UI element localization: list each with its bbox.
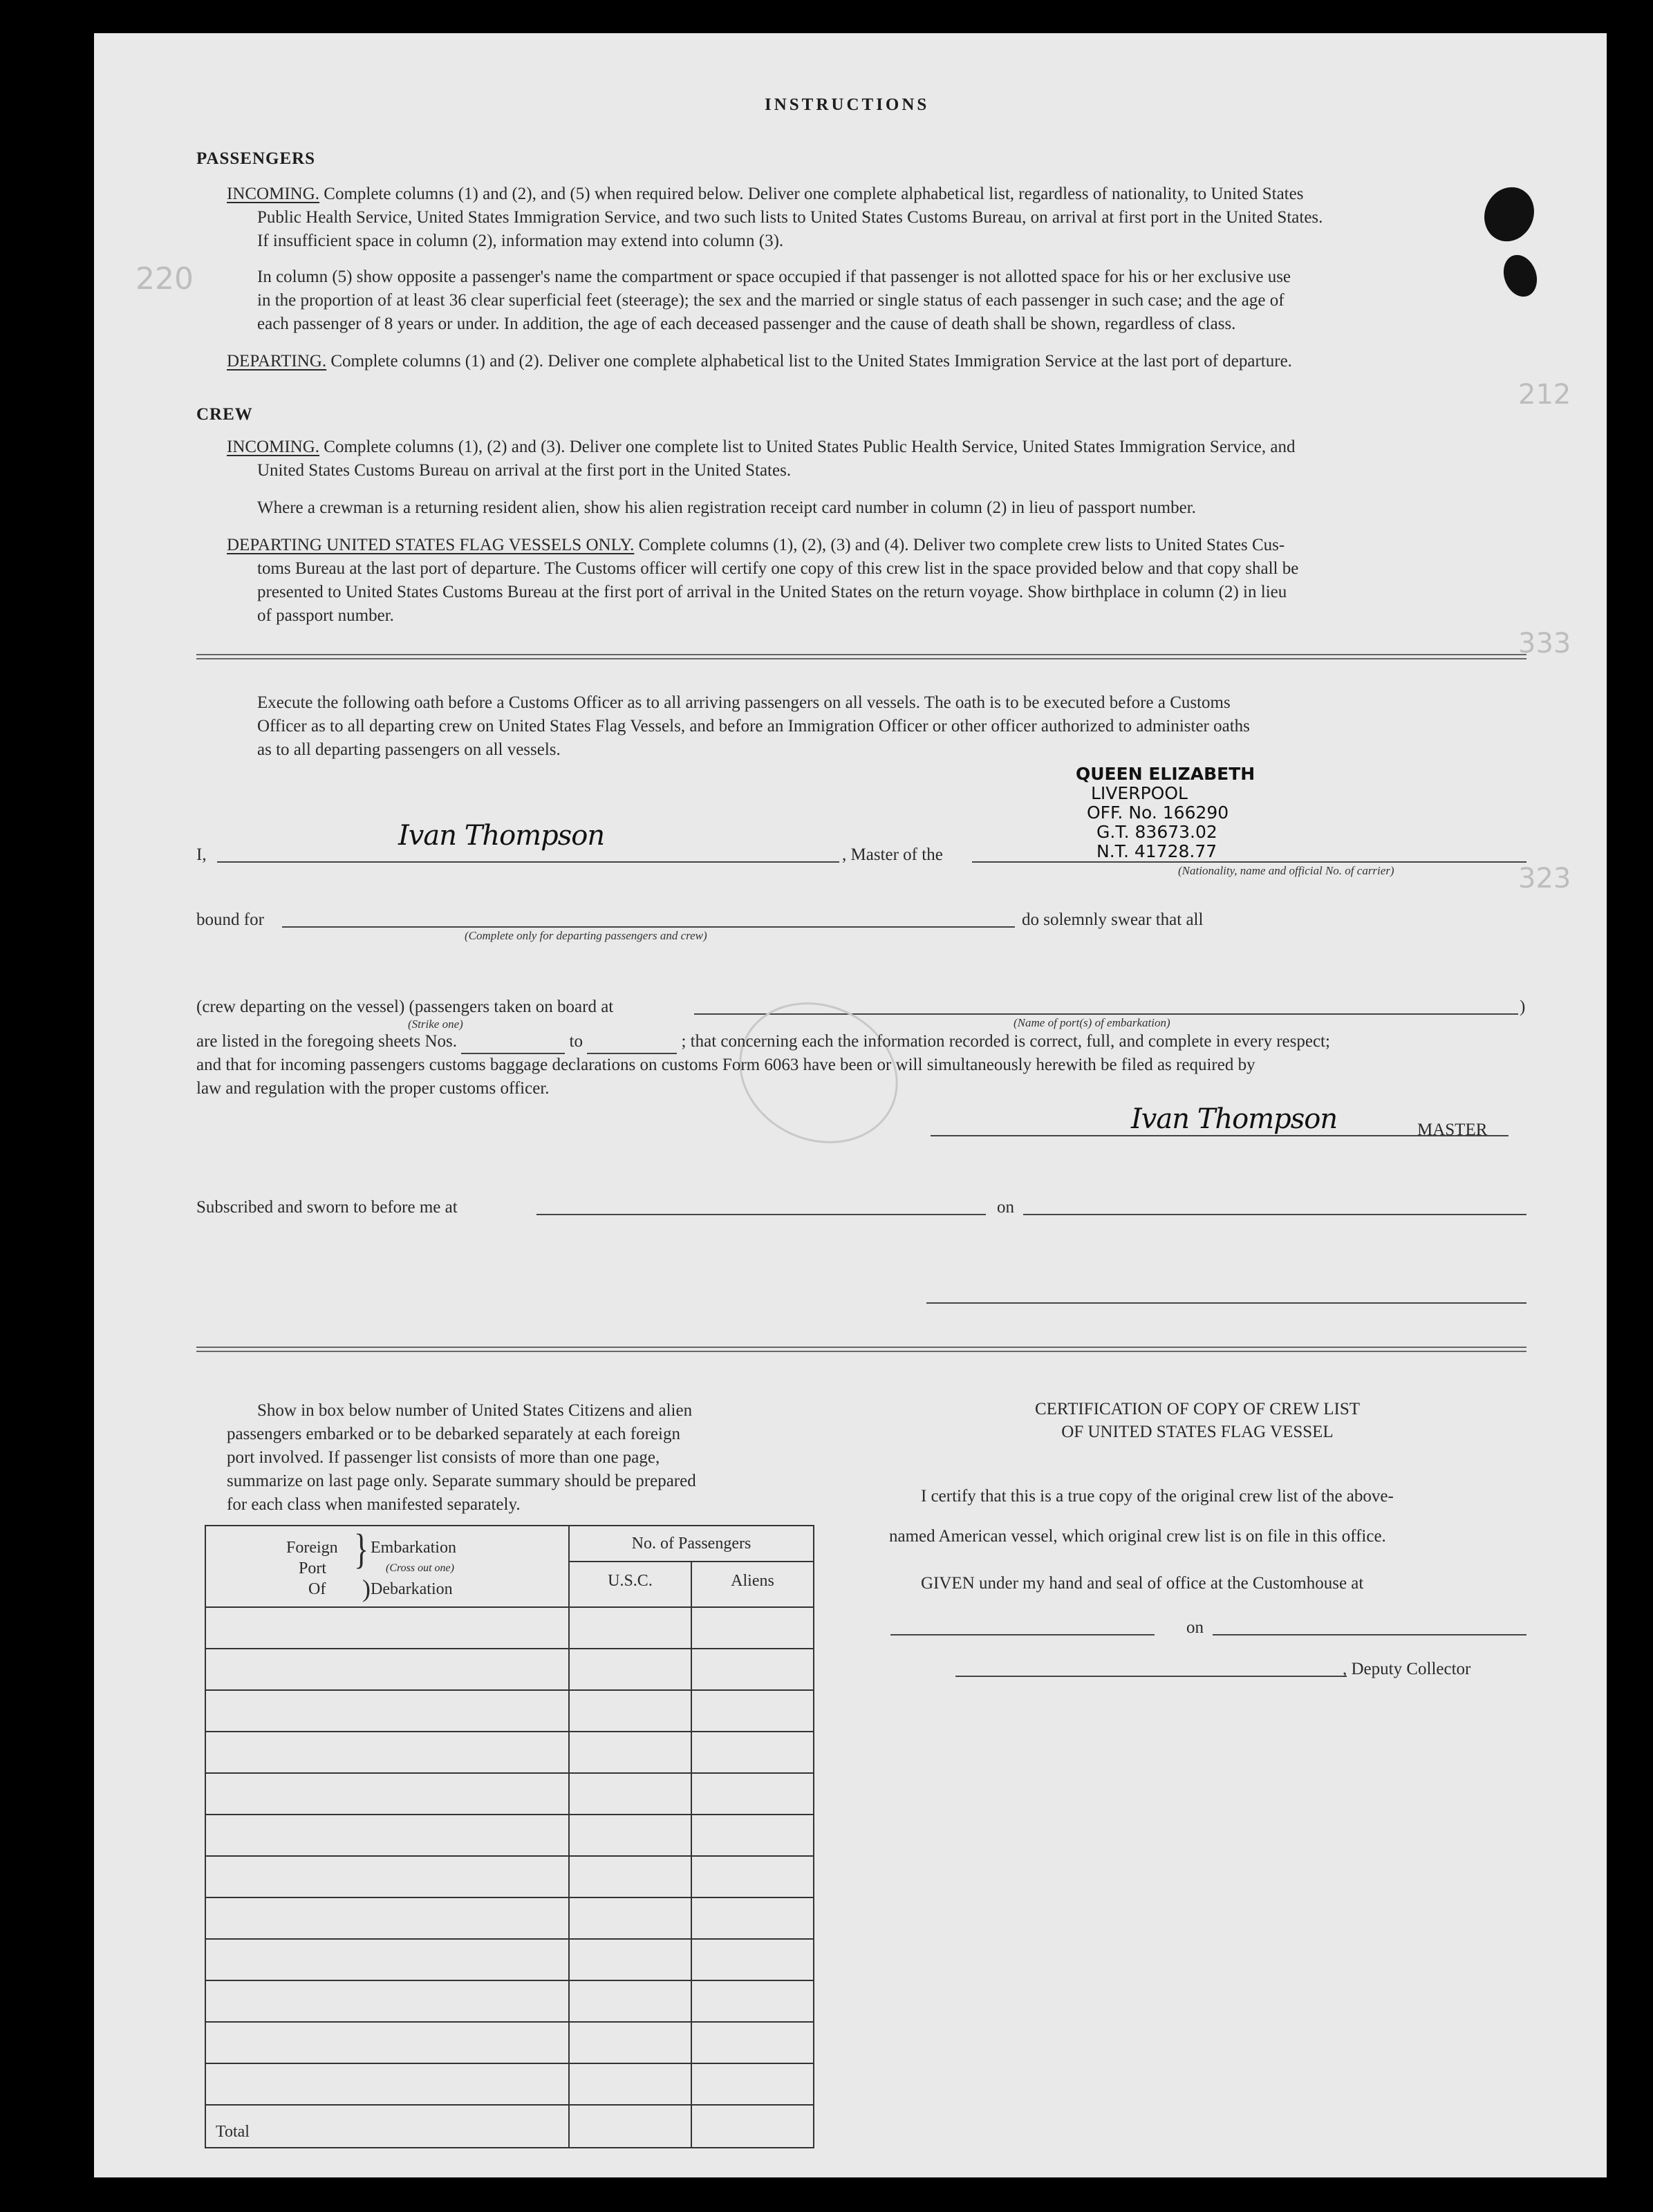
text-line: Complete columns (1) and (2), and (5) when required below. Deliver one complete alphabetical list, regardless of nationality, to United States	[324, 185, 1304, 203]
sworn-date-field[interactable]	[1023, 1214, 1526, 1215]
table-cell[interactable]	[205, 1607, 569, 1649]
text-line: OF UNITED STATES FLAG VESSEL	[1061, 1423, 1334, 1441]
table-cell[interactable]	[205, 1815, 569, 1856]
text-line: I certify that this is a true copy of the original crew list of the above-	[921, 1487, 1394, 1506]
master-label: MASTER	[1417, 1121, 1488, 1139]
officer-signature-field[interactable]	[926, 1302, 1526, 1304]
text-line: GIVEN under my hand and seal of office at the Customhouse at	[921, 1574, 1364, 1593]
master-signature: Ivan Thompson	[398, 820, 605, 852]
text-line: named American vessel, which original crew list is on file in this office.	[889, 1527, 1386, 1546]
customhouse-field[interactable]	[890, 1634, 1155, 1635]
text-line: Foreign	[286, 1539, 338, 1557]
table-cell[interactable]	[569, 1690, 691, 1732]
vessel-caption: (Nationality, name and official No. of carrier)	[1178, 864, 1394, 877]
table-cell[interactable]	[205, 1897, 569, 1939]
text-line: are listed in the foregoing sheets Nos.	[196, 1032, 457, 1051]
text-line: for each class when manifested separately.	[227, 1495, 521, 1514]
text-line: ; that concerning each the information recorded is correct, full, and complete in every respect;	[681, 1032, 1330, 1051]
certification-date-field[interactable]	[1213, 1634, 1526, 1635]
swear-text: do solemnly swear that all	[1022, 910, 1204, 929]
table-cell[interactable]	[205, 1649, 569, 1690]
table-cell[interactable]	[691, 1897, 814, 1939]
table-cell[interactable]	[205, 2022, 569, 2063]
bleed-through-number: 220	[136, 261, 194, 297]
text-line: Of	[308, 1580, 326, 1598]
table-cell[interactable]	[205, 1690, 569, 1732]
brace-glyph: }	[354, 1526, 369, 1573]
table-cell[interactable]	[691, 2063, 814, 2105]
text-line: Public Health Service, United States Immigration Service, and two such lists to United States Customs Bureau, on arrival at first port in the United States.	[257, 208, 1323, 227]
table-cell[interactable]	[691, 1607, 814, 1649]
text-line: to	[569, 1032, 583, 1051]
text-line: Show in box below number of United States Citizens and alien	[257, 1401, 693, 1420]
table-cell[interactable]	[691, 1649, 814, 1690]
stamp-line: G.T. 83673.02	[1096, 822, 1217, 842]
departing-label: DEPARTING.	[227, 352, 327, 371]
text-line: CERTIFICATION OF COPY OF CREW LIST	[1034, 1400, 1361, 1418]
table-cell[interactable]	[691, 1773, 814, 1815]
total-usc-cell[interactable]	[569, 2105, 691, 2148]
text-line: presented to United States Customs Bureau at the first port of arrival in the United States on the return voyage. Show birthplace in column (2) in lieu	[257, 583, 1287, 601]
table-cell[interactable]	[569, 1773, 691, 1815]
crew-incoming-paragraph	[227, 435, 1526, 458]
vessel-stamp	[1076, 765, 1276, 861]
table-cell[interactable]	[205, 1980, 569, 2022]
text-line: law and regulation with the proper customs officer.	[196, 1079, 550, 1098]
passengers-departing-paragraph	[227, 350, 1526, 373]
sheet-to-field[interactable]	[587, 1030, 677, 1054]
master-name-field[interactable]	[217, 861, 839, 863]
on-label: on	[997, 1198, 1014, 1217]
total-aliens-cell[interactable]	[691, 2105, 814, 2148]
text-line: port involved. If passenger list consists of more than one page,	[227, 1448, 660, 1467]
crew-departing-text: (crew departing on the vessel) (passengers taken on board at	[196, 997, 614, 1016]
strike-one-caption: (Strike one)	[408, 1018, 463, 1031]
text-line: Port	[299, 1559, 327, 1577]
aliens-header: Aliens	[691, 1562, 814, 1607]
bound-for-field[interactable]	[282, 926, 1015, 928]
bleed-through-mark: 323	[1518, 863, 1571, 894]
crew-departing-paragraph	[227, 534, 1526, 556]
close-paren: )	[1520, 997, 1526, 1016]
bound-for-label: bound for	[196, 910, 264, 929]
text-line: of passport number.	[257, 606, 394, 625]
text-line: Complete columns (1), (2) and (3). Deliver one complete list to United States Public Health Service, United States Immigration Service, and	[324, 438, 1296, 456]
table-cell[interactable]	[691, 1980, 814, 2022]
table-cell[interactable]	[569, 1732, 691, 1773]
text-line: toms Bureau at the last port of departure. The Customs officer will certify one copy of this crew list in the space provided below and that copy shall be	[257, 559, 1299, 578]
oath-i-label: I,	[196, 845, 207, 864]
bleed-through-mark: 212	[1518, 379, 1571, 411]
incoming-label: INCOMING.	[227, 185, 320, 203]
text-line: (Cross out one)	[386, 1562, 454, 1574]
table-cell[interactable]	[691, 1690, 814, 1732]
table-cell[interactable]	[205, 2063, 569, 2105]
text-line: in the proportion of at least 36 clear superficial feet (steerage); the sex and the married or single status of each passenger in such case; and the age of	[257, 291, 1285, 310]
text-line: summarize on last page only. Separate summary should be prepared	[227, 1472, 696, 1490]
listed-sheets-line	[196, 1030, 1526, 1054]
table-cell[interactable]	[569, 1980, 691, 2022]
departing-label: DEPARTING UNITED STATES FLAG VESSELS ONLY.	[227, 536, 635, 554]
master-signature: Ivan Thompson	[1131, 1103, 1338, 1135]
subscribed-label: Subscribed and sworn to before me at	[196, 1198, 458, 1217]
text-line: Complete columns (1) and (2). Deliver one complete alphabetical list to the United States Immigration Service at the last port of departure.	[330, 352, 1292, 371]
ink-blot	[1498, 250, 1542, 301]
stamp-line: OFF. No. 166290	[1087, 803, 1229, 823]
sworn-place-field[interactable]	[536, 1214, 986, 1215]
no-passengers-header: No. of Passengers	[569, 1526, 814, 1562]
certification-title	[990, 1398, 1405, 1443]
text-line: Debarkation	[371, 1580, 453, 1598]
stamp-line: N.T. 41728.77	[1096, 841, 1217, 861]
passengers-incoming-paragraph	[227, 182, 1526, 205]
brace-glyph: )	[362, 1575, 371, 1602]
master-of-label: , Master of the	[842, 845, 943, 864]
text-line: Embarkation	[371, 1539, 456, 1557]
sheet-from-field[interactable]	[461, 1030, 565, 1054]
text-line: passengers embarked or to be debarked separately at each foreign	[227, 1425, 680, 1443]
table-cell[interactable]	[691, 1856, 814, 1897]
ports-caption: (Name of port(s) of embarkation)	[1014, 1016, 1170, 1029]
text-line: and that for incoming passengers customs baggage declarations on customs Form 6063 have been or will simultaneously herewith be filed as required by	[196, 1056, 1255, 1074]
table-cell[interactable]	[569, 1607, 691, 1649]
page-title: INSTRUCTIONS	[765, 95, 930, 114]
table-cell[interactable]	[205, 1856, 569, 1897]
table-cell[interactable]	[691, 1939, 814, 1980]
section-heading-passengers: PASSENGERS	[196, 149, 316, 168]
bleed-through-mark: 333	[1518, 628, 1571, 659]
bound-for-caption: (Complete only for departing passengers and crew)	[465, 929, 707, 942]
table-cell[interactable]	[205, 1732, 569, 1773]
text-line: United States Customs Bureau on arrival at the first port in the United States.	[257, 461, 792, 480]
table-cell[interactable]	[569, 1856, 691, 1897]
table-cell[interactable]	[569, 2063, 691, 2105]
text-line: as to all departing passengers on all vessels.	[257, 740, 561, 759]
deputy-collector-field[interactable]	[955, 1676, 1347, 1677]
stamp-line: LIVERPOOL	[1091, 783, 1188, 803]
deputy-collector-label: , Deputy Collector	[1343, 1660, 1471, 1678]
incoming-label: INCOMING.	[227, 438, 320, 456]
document-page	[94, 33, 1607, 2177]
section-heading-crew: CREW	[196, 405, 253, 424]
on-label: on	[1186, 1618, 1204, 1637]
table-cell[interactable]	[205, 1773, 569, 1815]
table-cell[interactable]	[691, 1732, 814, 1773]
text-line: Execute the following oath before a Customs Officer as to all arriving passengers on all vessels. The oath is to be executed before a Customs	[257, 693, 1231, 712]
usc-header: U.S.C.	[569, 1562, 691, 1607]
table-cell[interactable]	[569, 1939, 691, 1980]
table-cell[interactable]	[569, 1897, 691, 1939]
text-line: each passenger of 8 years or under. In addition, the age of each deceased passenger and the cause of death shall be shown, regardless of class.	[257, 315, 1236, 333]
total-label: Total	[205, 2105, 569, 2148]
section-divider	[196, 654, 1526, 659]
table-cell[interactable]	[691, 2022, 814, 2063]
text-line: Complete columns (1), (2), (3) and (4). Deliver two complete crew lists to United States Cus-	[638, 536, 1285, 554]
table-cell[interactable]	[569, 2022, 691, 2063]
table-cell[interactable]	[691, 1815, 814, 1856]
section-divider	[196, 1347, 1526, 1352]
table-cell[interactable]	[205, 1939, 569, 1980]
text-line: Where a crewman is a returning resident alien, show his alien registration receipt card number in column (2) in lieu of passport number.	[257, 498, 1196, 517]
port-header-cell	[205, 1526, 569, 1607]
table-cell[interactable]	[569, 1815, 691, 1856]
stamp-line: QUEEN ELIZABETH	[1076, 764, 1255, 784]
passenger-summary-table	[205, 1525, 814, 2148]
vessel-field[interactable]	[972, 861, 1526, 863]
text-line: In column (5) show opposite a passenger's name the compartment or space occupied if that passenger is not allotted space for his or her exclusive use	[257, 268, 1291, 286]
text-line: If insufficient space in column (2), information may extend into column (3).	[257, 232, 784, 250]
text-line: Officer as to all departing crew on United States Flag Vessels, and before an Immigration Officer or other officer authorized to administer oaths	[257, 717, 1250, 735]
table-cell[interactable]	[569, 1649, 691, 1690]
